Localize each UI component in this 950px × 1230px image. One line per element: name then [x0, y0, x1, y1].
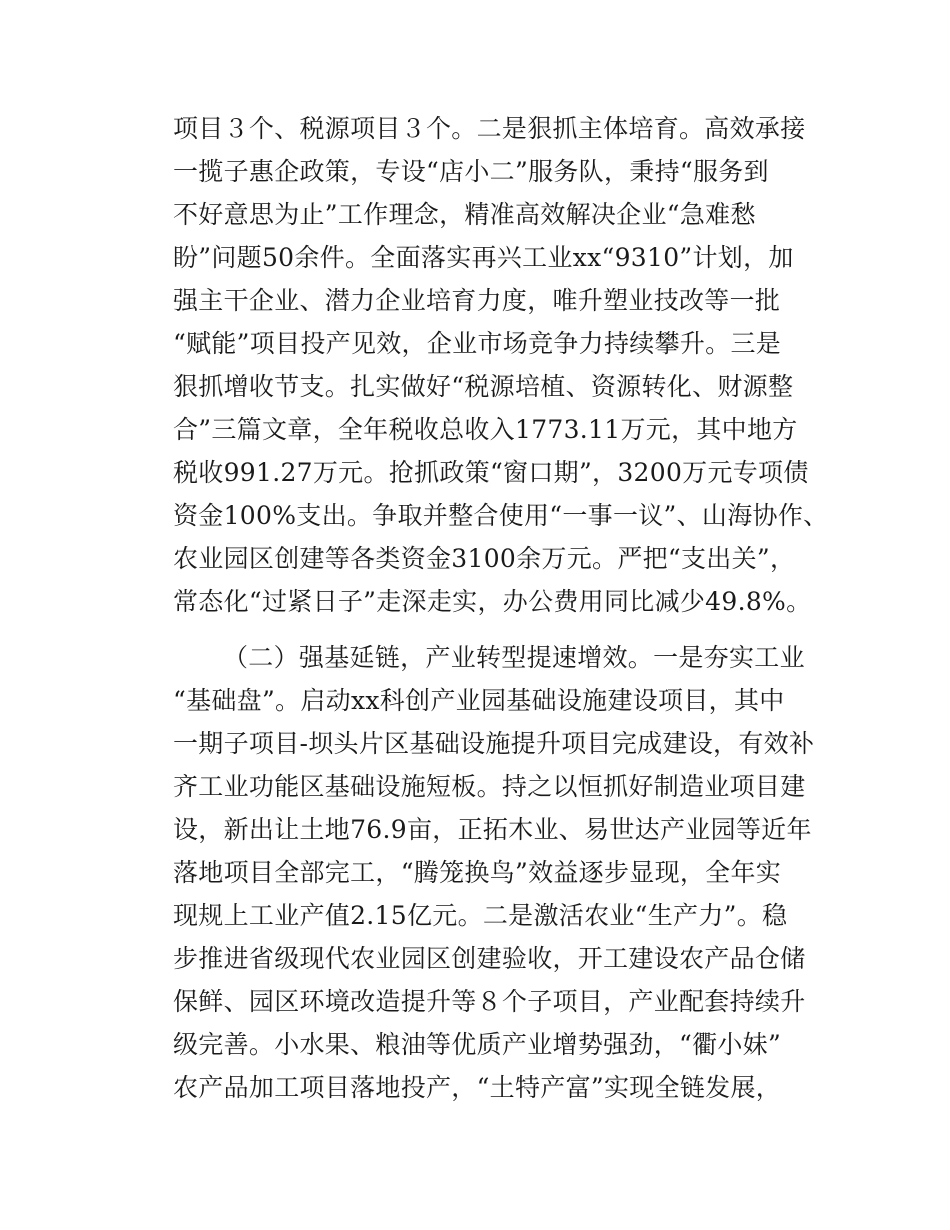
- text-line: 不好意思为止”工作理念，精准高效解决企业“急难愁: [173, 200, 756, 229]
- text-line: 合”三篇文章，全年税收总收入1773.11万元，其中地方: [173, 415, 798, 444]
- text-line: 现规上工业产值2.15亿元。二是激活农业“生产力”。稳: [173, 901, 788, 930]
- text-line: 强主干企业、潜力企业培育力度，唯升塑业技改等一批: [173, 286, 781, 315]
- text-line: 项目３个、税源项目３个。二是狠抓主体培育。高效承接: [173, 114, 806, 143]
- text-line: 税收991.27万元。抢抓政策“窗口期”，3200万元专项债: [173, 458, 809, 487]
- text-line: 设，新出让土地76.9亩，正拓木业、易世达产业园等近年: [173, 815, 812, 844]
- text-line: 一期子项目-坝头片区基础设施提升项目完成建设，有效补: [173, 729, 815, 758]
- text-line: 资金100%支出。争取并整合使用“一事一议”、山海协作、: [173, 501, 829, 530]
- text-line: 农业园区创建等各类资金3100余万元。严把“支出关”，: [173, 544, 796, 573]
- text-line: 齐工业功能区基础设施短板。持之以恒抓好制造业项目建: [173, 772, 806, 801]
- text-line: 级完善。小水果、粮油等优质产业增势强劲，“衢小妹”: [173, 1030, 782, 1059]
- text-line: 保鲜、园区环境改造提升等８个子项目，产业配套持续升: [173, 987, 806, 1016]
- text-line: 常态化“过紧日子”走深走实，办公费用同比减少49.8%。: [173, 587, 812, 616]
- text-line: 狠抓增收节支。扎实做好“税源培植、资源转化、财源整: [173, 372, 794, 401]
- text-line: 一揽子惠企政策，专设“店小二”服务队，秉持“服务到: [173, 157, 769, 186]
- text-line: 步推进省级现代农业园区创建验收，开工建设农产品仓储: [173, 944, 806, 973]
- text-line: “基础盘”。启动xx科创产业园基础设施建设项目，其中: [173, 686, 785, 715]
- text-line: 落地项目全部完工，“腾笼换鸟”效益逐步显现，全年实: [173, 858, 782, 887]
- text-line: “赋能”项目投产见效，企业市场竞争力持续攀升。三是: [173, 329, 782, 358]
- text-line: （二）强基延链，产业转型提速增效。一是夯实工业: [223, 643, 805, 672]
- text-line: 农产品加工项目落地投产，“土特产富”实现全链发展，: [173, 1073, 782, 1102]
- text-line: 盼”问题50余件。全面落实再兴工业xx“9310”计划，加: [173, 243, 794, 272]
